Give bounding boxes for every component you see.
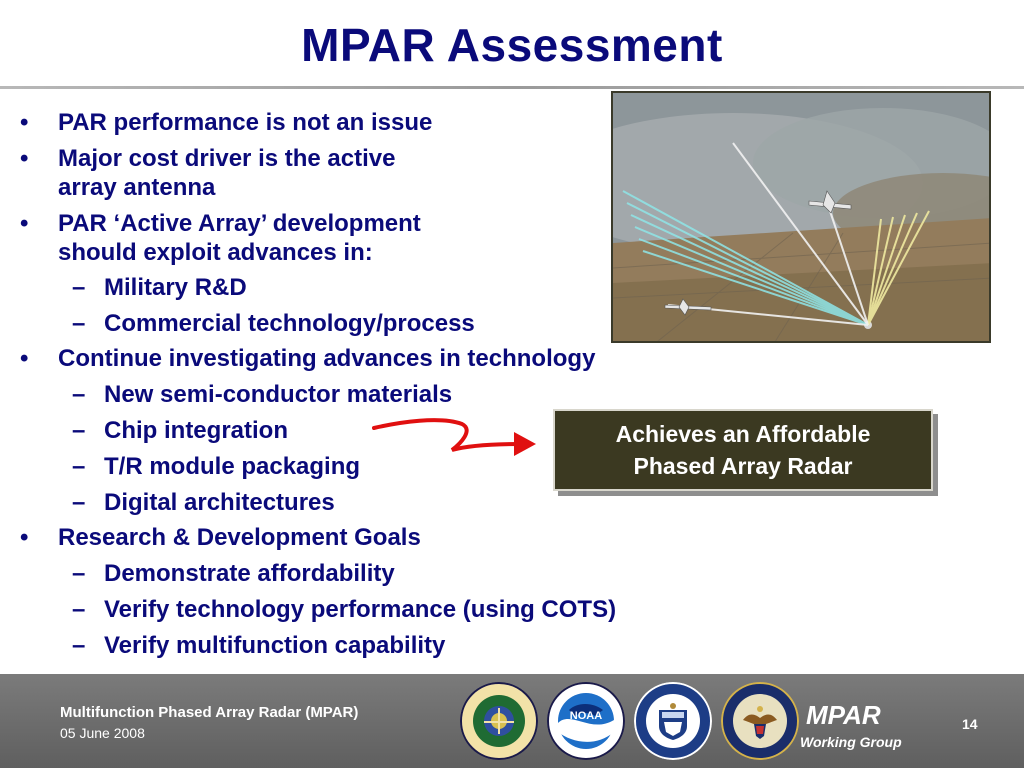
- footer-bar: [0, 674, 1024, 768]
- faa-seal-icon: [460, 682, 538, 760]
- dhs-seal-icon: [634, 682, 712, 760]
- dash-marker: –: [72, 596, 86, 623]
- bullet-marker: •: [20, 345, 29, 372]
- bullet-marker: •: [20, 109, 29, 136]
- dod-seal-icon: [721, 682, 799, 760]
- sub-bullet-item: [72, 380, 453, 409]
- dash-marker: –: [72, 560, 86, 587]
- bullet-marker: •: [20, 145, 29, 172]
- bullet-text-line: Commercial technology/process: [104, 310, 475, 337]
- title-divider: [0, 86, 1024, 89]
- footer-brand-subtitle: Working Group: [800, 734, 902, 750]
- callout-line-2: Phased Array Radar: [633, 453, 853, 479]
- bullet-item: [20, 144, 396, 202]
- bullet-text-line: Military R&D: [104, 274, 247, 301]
- sub-bullet-item: [72, 559, 395, 588]
- dash-marker: –: [72, 632, 86, 659]
- bullet-text-line: Chip integration: [104, 417, 288, 444]
- bullet-item: [20, 523, 421, 552]
- bullet-text-line: Demonstrate affordability: [104, 560, 395, 587]
- sub-bullet-item: [72, 631, 446, 660]
- bullet-text-line: Research & Development Goals: [58, 524, 421, 551]
- dash-marker: –: [72, 310, 86, 337]
- red-arrow-icon: [370, 414, 550, 464]
- bullet-text-line: PAR ‘Active Array’ development: [58, 210, 421, 237]
- footer-title: Multifunction Phased Array Radar (MPAR): [60, 704, 359, 721]
- bullet-text-line: array antenna: [58, 174, 216, 201]
- sub-bullet-item: [72, 595, 617, 624]
- sub-bullet-item: [72, 309, 475, 338]
- bullet-text-line: Digital architectures: [104, 489, 335, 516]
- bullet-text-line: T/R module packaging: [104, 453, 361, 480]
- dash-marker: –: [72, 453, 86, 480]
- callout-box: [553, 409, 933, 491]
- footer-brand: MPAR: [806, 700, 881, 730]
- sub-bullet-item: [72, 452, 361, 481]
- bullet-text-line: Continue investigating advances in technology: [58, 345, 596, 372]
- bullet-text-line: Verify technology performance (using COTS): [104, 596, 617, 623]
- callout-line-1: Achieves an Affordable: [615, 421, 871, 447]
- dash-marker: –: [72, 417, 86, 444]
- bullet-text-line: PAR performance is not an issue: [58, 109, 433, 136]
- bullet-marker: •: [20, 210, 29, 237]
- bullet-text-line: Verify multifunction capability: [104, 632, 446, 659]
- noaa-seal-lettering: NOAA: [569, 710, 603, 722]
- bullet-item: [20, 108, 433, 137]
- radar-scene-photo: [611, 91, 991, 343]
- bullet-item: [20, 344, 596, 373]
- bullet-text-line: Major cost driver is the active: [58, 145, 396, 172]
- bullet-item: [20, 209, 421, 267]
- dash-marker: –: [72, 274, 86, 301]
- noaa-seal-icon: [547, 682, 625, 760]
- footer-date: 05 June 2008: [60, 725, 145, 741]
- sub-bullet-item: [72, 273, 247, 302]
- dash-marker: –: [72, 489, 86, 516]
- bullet-text-line: should exploit advances in:: [58, 239, 373, 266]
- bullet-text-line: New semi-conductor materials: [104, 381, 453, 408]
- page-number: 14: [962, 716, 978, 732]
- bullet-marker: •: [20, 524, 29, 551]
- sub-bullet-item: [72, 416, 288, 445]
- sub-bullet-item: [72, 488, 335, 517]
- slide-title: MPAR Assessment: [301, 19, 723, 71]
- dash-marker: –: [72, 381, 86, 408]
